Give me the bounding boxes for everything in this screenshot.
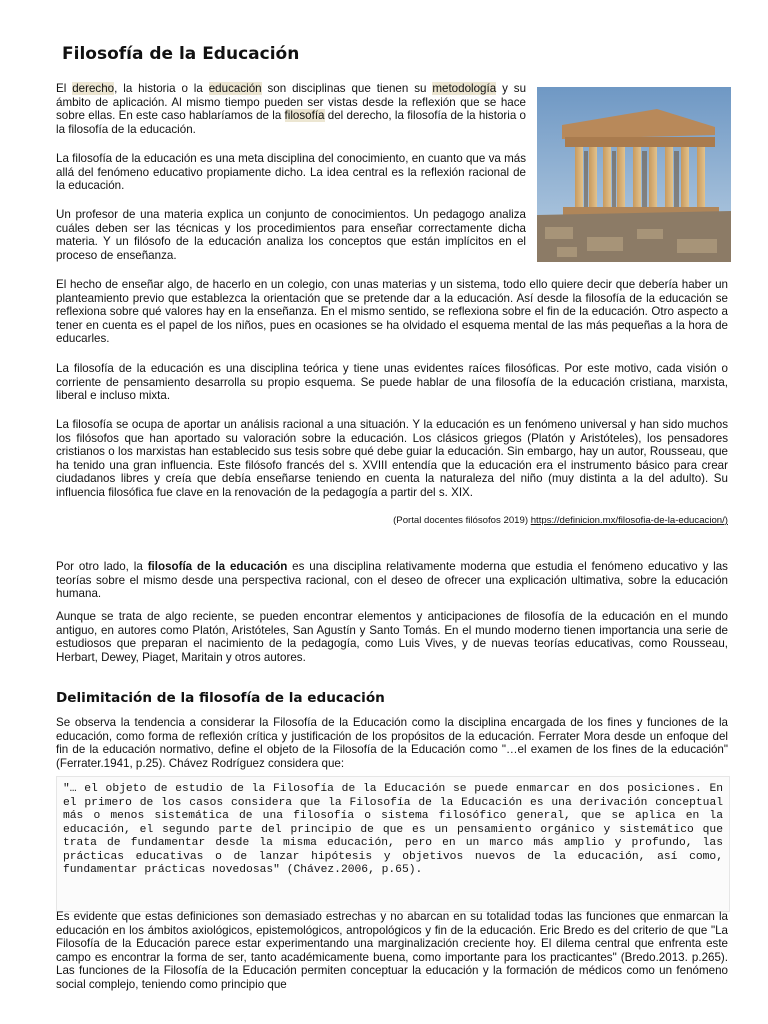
citation-link[interactable]: https://definicion.mx/filosofia-de-la-educacion/) [530, 515, 728, 526]
text-run: es una disciplina relativamente moderna que estudia el fenómeno educativo y las teorías sobre el mismo desde una perspectiva racional, con el deseo de ofrecer una explicación ultimativa, sobre la educación humana. [56, 560, 728, 601]
intro-paragraph-3: Un profesor de una materia explica un conjunto de conocimientos. Un pedagogo analiza cuáles deben ser las técnicas y los procedimientos para enseñar correctamente dicha materia. Y un filósofo de la educación analiza los conceptos que están implícitos en el proceso de enseñanza. [56, 208, 526, 262]
bold-term: filosofía de la educación [147, 560, 288, 573]
section-paragraph-10: Es evidente que estas definiciones son demasiado estrechas y no abarcan en su totalidad todas las funciones que enmarcan la educación en los ámbitos axiológicos, epistemológicos, antropológicos y fin de la educación. Eric Bredo es del criterio de que "La Filosofía de la Educación parece estar experimentando una marginalización creciente hoy. El dilema central que enfrenta este campo es encontrar la forma de ser, tanto académicamente buena, como importante para los practicantes" (Bredo.2013. p.265). Las funciones de la Filosofía de la Educación permiten conceptuar la educación y la formación de médicos como un fenómeno social complejo, teniendo como principio que [56, 910, 728, 991]
body-paragraph-8: Aunque se trata de algo reciente, se pueden encontrar elementos y anticipaciones de filosofía de la educación en el mundo antiguo, en autores como Platón, Aristóteles, San Agustín y Santo Tomás. En el mundo moderno tienen importancia una serie de estudiosos que preparan el nacimiento de la pedagogía, como Luis Vives, y de nuevas teorías educativas, como Rousseau, Herbart, Dewey, Piaget, Maritain y otros autores. [56, 610, 728, 664]
body-paragraph-6: La filosofía se ocupa de aportar un análisis racional a una situación. Y la educación es un fenómeno universal y han sido muchos los filósofos que han aportado su valoración sobre la educación. Los clásicos griegos (Platón y Aristóteles), los pensadores cristianos o los marxistas han establecido sus tesis sobre qué debe guiar la educación. Sin embargo, hay un autor, Rousseau, que ha tenido una gran influencia. Este filósofo francés del s. XVIII entendía que la educación era el instrumento básico para crear ciudadanos libres y creía que debía enseñarse teniendo en cuenta la naturaleza del niño (muy distinta a la del adulto). Su influencia filosófica fue clave en la renovación de la pedagogía a partir del s. XIX. [56, 418, 728, 499]
text-run: , la historia o la [114, 82, 209, 95]
body-paragraph-4: El hecho de enseñar algo, de hacerlo en un colegio, con unas materias y un sistema, todo ello quiere decir que debería haber un planteamiento previo que establezca la orientación que se pretende dar a la educación. Así desde la filosofía de la educación se reflexiona sobre qué valores hay en la enseñanza. En el mismo sentido, se reflexiona sobre el fin de la educación. Otro aspecto a tener en cuenta es el papel de los niños, pues en ocasiones se ha olvidado el esquema mental de las más pequeñas a la hora de educarles. [56, 278, 728, 346]
text-run: El [56, 82, 73, 95]
text-run: son disciplinas que tienen su [261, 82, 433, 95]
link-educacion[interactable]: educación [208, 82, 262, 95]
parthenon-photo [537, 87, 731, 262]
intro-paragraph-2: La filosofía de la educación es una meta disciplina del conocimiento, en cuanto que va más allá del fenómeno educativo propiamente dicho. La idea central es la reflexión racional de la educación. [56, 152, 526, 193]
page-title: Filosofía de la Educación [62, 44, 300, 64]
citation-text: (Portal docentes filósofos 2019) [393, 515, 531, 526]
text-run: del derecho, la filosofía de la historia o la filosofía de la educación. [56, 109, 526, 136]
text-run: Por otro lado, la [56, 560, 148, 573]
source-citation [56, 515, 728, 526]
section-heading: Delimitación de la filosofía de la educación [56, 690, 385, 706]
section-paragraph-9: Se observa la tendencia a considerar la Filosofía de la Educación como la disciplina encargada de los fines y funciones de la educación, como forma de reflexión crítica y justificación de los propósitos de la educación. Ferrater Mora desde un enfoque del fin de la educación normativo, define el objeto de la Filosofía de la Educación como "…el examen de los fines de la educación" (Ferrater.1941, p.25). Chávez Rodríguez considera que: [56, 716, 728, 770]
parthenon-illustration [537, 87, 731, 262]
block-quote: "… el objeto de estudio de la Filosofía de la Educación se puede enmarcar en dos posiciones. En el primero de los casos considera que la Filosofía de la Educación es una derivación conceptual más o menos sistemática de una filosofía o sistema filosófico general, que se aplica en la educación, el segundo parte del principio de que es un pensamiento orgánico y sistemático que trata de fundamentar desde la misma educación, pero en un marco más amplio y profundo, las prácticas educativas o de lanzar hipótesis y objetivos nuevos de la educación, así como, fundamentar prácticas novedosas" (Chávez.2006, p.65). [56, 776, 730, 912]
intro-paragraph-1 [56, 82, 526, 136]
text-run: y su ámbito de aplicación. Al mismo tiempo pueden ser vistas desde la reflexión que se hace sobre ellas. En este caso hablaríamos de la [56, 82, 527, 123]
body-paragraph-7 [56, 560, 728, 601]
link-derecho[interactable]: derecho [72, 82, 115, 95]
link-metodologia[interactable]: metodología [432, 82, 497, 95]
link-filosofia[interactable]: filosofía [284, 109, 325, 123]
body-paragraph-5: La filosofía de la educación es una disciplina teórica y tiene unas evidentes raíces filosóficas. Por este motivo, cada visión o corriente de pensamiento desarrolla su propio esquema. Se puede hablar de una filosofía de la educación cristiana, marxista, liberal e incluso mixta. [56, 362, 728, 403]
